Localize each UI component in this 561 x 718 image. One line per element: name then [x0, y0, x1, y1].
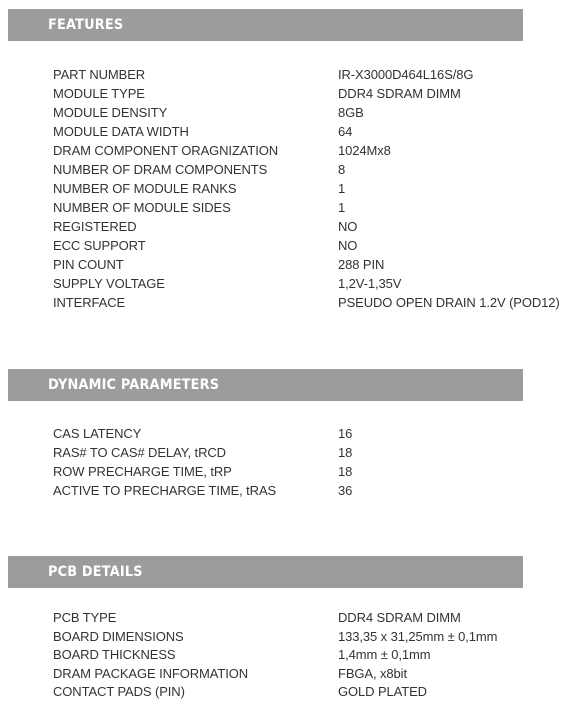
spec-row-pin-count: [53, 255, 553, 274]
spec-row-interface: [53, 293, 560, 312]
spec-label: ROW PRECHARGE TIME, tRP: [53, 464, 232, 479]
dynamic-parameters-title: DYNAMIC PARAMETERS: [48, 377, 220, 393]
spec-row-module-type: [53, 84, 553, 103]
spec-value: 8: [338, 162, 346, 177]
spec-value: 133,35 x 31,25mm ± 0,1mm: [338, 628, 498, 644]
spec-value: 1024Mx8: [338, 143, 391, 158]
spec-row-module-density: [53, 103, 553, 122]
spec-row-tras: [53, 481, 553, 500]
spec-value: 18: [338, 445, 353, 460]
features-header: [8, 9, 523, 41]
spec-row-number-of-module-ranks: [53, 179, 553, 198]
spec-row-ecc-support: [53, 236, 553, 255]
spec-label: INTERFACE: [53, 295, 126, 310]
spec-label: MODULE DENSITY: [53, 105, 168, 120]
spec-row-part-number: [53, 65, 553, 84]
spec-value: 8GB: [338, 105, 364, 120]
spec-value: 18: [338, 464, 353, 479]
spec-label: DRAM PACKAGE INFORMATION: [53, 665, 249, 681]
spec-value: FBGA, x8bit: [338, 665, 407, 681]
spec-row-number-of-dram-components: [53, 160, 553, 179]
spec-value: 1: [338, 200, 346, 215]
spec-row-board-thickness: [53, 646, 553, 665]
spec-value: 16: [338, 426, 353, 441]
spec-value: NO: [338, 238, 358, 253]
pcb-details-spec-list: [53, 609, 553, 702]
spec-label: PCB TYPE: [53, 610, 117, 625]
dynamic-parameters-spec-list: [53, 424, 553, 500]
spec-row-dram-package-information: [53, 665, 553, 684]
spec-label: SUPPLY VOLTAGE: [53, 276, 165, 291]
spec-label: MODULE DATA WIDTH: [53, 124, 189, 139]
spec-value: 1,4mm ± 0,1mm: [338, 647, 431, 662]
spec-label: BOARD DIMENSIONS: [53, 628, 184, 644]
spec-value: PSEUDO OPEN DRAIN 1.2V (POD12): [338, 295, 560, 310]
spec-row-trcd: [53, 443, 553, 462]
spec-row-board-dimensions: [53, 628, 553, 647]
spec-value: 36: [338, 483, 353, 498]
spec-label: NUMBER OF DRAM COMPONENTS: [53, 162, 268, 177]
spec-label: PART NUMBER: [53, 67, 146, 82]
spec-value: GOLD PLATED: [338, 684, 427, 699]
spec-label: PIN COUNT: [53, 257, 124, 272]
spec-row-supply-voltage: [53, 274, 553, 293]
spec-value: IR-X3000D464L16S/8G: [338, 67, 474, 82]
spec-label: CONTACT PADS (PIN): [53, 684, 185, 699]
spec-value: 64: [338, 124, 353, 139]
spec-label: NUMBER OF MODULE RANKS: [53, 181, 237, 196]
spec-label: RAS# TO CAS# DELAY, tRCD: [53, 445, 226, 460]
spec-label: CAS LATENCY: [53, 426, 142, 441]
pcb-details-title: PCB DETAILS: [48, 564, 143, 580]
spec-row-cas-latency: [53, 424, 553, 443]
spec-value: 1,2V-1,35V: [338, 276, 402, 291]
spec-value: NO: [338, 219, 358, 234]
spec-value: 288 PIN: [338, 257, 385, 272]
spec-value: DDR4 SDRAM DIMM: [338, 610, 461, 625]
spec-row-dram-component-organization: [53, 141, 553, 160]
spec-row-contact-pads: [53, 683, 553, 702]
features-title: FEATURES: [48, 17, 124, 33]
features-spec-list: [53, 65, 560, 312]
spec-row-number-of-module-sides: [53, 198, 553, 217]
spec-label: DRAM COMPONENT ORAGNIZATION: [53, 143, 279, 158]
pcb-details-header: [8, 556, 523, 588]
spec-value: 1: [338, 181, 346, 196]
dynamic-parameters-header: [8, 369, 523, 401]
spec-row-registered: [53, 217, 553, 236]
spec-row-pcb-type: [53, 609, 553, 628]
spec-label: BOARD THICKNESS: [53, 647, 176, 662]
spec-label: ECC SUPPORT: [53, 238, 146, 253]
spec-row-module-data-width: [53, 122, 553, 141]
spec-label: NUMBER OF MODULE SIDES: [53, 200, 231, 215]
spec-label: ACTIVE TO PRECHARGE TIME, tRAS: [53, 483, 277, 498]
spec-label: MODULE TYPE: [53, 86, 145, 101]
spec-value: DDR4 SDRAM DIMM: [338, 86, 461, 101]
spec-row-trp: [53, 462, 553, 481]
spec-label: REGISTERED: [53, 219, 137, 234]
